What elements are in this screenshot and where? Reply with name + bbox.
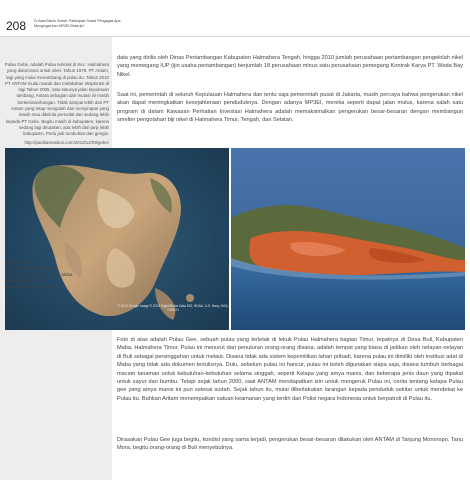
running-header-line2: Mengingat kan MP3EI Bekerja? (34, 24, 85, 28)
sidebar-source-link[interactable]: http://pasibarnaskun.com/2013/12/09/gebe/ (24, 140, 109, 145)
figure-caption (6, 260, 106, 290)
caption-line: Kiri: Citra satelit Pulau Gee (6, 266, 57, 271)
island-photo (231, 148, 465, 330)
caption-line: Halmahera Timur. (6, 278, 40, 283)
island-photo-graphic (231, 148, 465, 330)
page-number: 208 (6, 19, 27, 33)
caption-line: Kanan: Pulau Gee, Buli, Kab. Maba, (6, 272, 74, 277)
satellite-photo-graphic (5, 148, 229, 330)
body-paragraph-4: Dirasakan Pulau Gee juga begitu, kondisi yang sama terjadi, pengerukan besar-besaran dilakukan oleh ANTAM di Tanjung Moronopo. Tanu Mora, begitu orang-orang di Buli menyebutnya. (117, 437, 463, 452)
intro-paragraph: data yang dirilis oleh Dinas Pertambangan Kabupaten Halmahera Tengah, hingga 2010 jumlah perusahaan pertambangan pengelolah nikel yang memegang IUP (ijin usaha pertambangan) berjumlah 18 perusahaan minus satu perusahaan pemegang Kontrak Karya PT. Weda Bay Nikel. (117, 55, 463, 78)
body-paragraph-2: Saat ini, pemerintah di seluruh Kepulauan Halmahera dan tentu saja pemerintah pusat di Jakarta, masih percaya bahwa pengerukan nikel akan dapat meningkatkan kesejahteraan penduduknya. Dengan adanya MP3EI, mereka seperti dapat jalan mulus, karena salah satu program di dalam Kawasan Perhatian Investasi Halmahera adalah memaksimalkan pengerukan besar-besaran dengan membangun smelter pengolahan biji nikel di Halmahera Timur, Tengah, dan Selatan. (117, 92, 463, 124)
satellite-photo (5, 148, 229, 330)
sidebar-note: Pulau Gebe, adalah Pulau terletak di Kec. Halmahera yang didominasi untuk nikel. Tahun 1979, PT Antam, lagi yang mulai menambang di pulau itu. Tahun 2010 PT ANTAM mulai masuk dan melakukan eksplorasi di lagi Tahun 2005, satu-satunya jalan kepulauan tambang, Antara sebagian dari mutasi ini masih berkesinambungan. Tidak sampai lebih dari PT Antam yang tetap mengolah dan menyimpan yang masih mau dikelola pemodal dan sedang lebih kepada PT Gebe. Begitu masih di kabupaten, karena sedang lagi dirutakan, ada lebih dari janji lebih kabupaten. Perlu jadi tumbuhan dan gengis. (4, 62, 109, 137)
caption-source: Sumber: Dok. WALHI Malut (6, 284, 58, 289)
caption-title: Gambar 3: (6, 260, 26, 265)
running-header-line1: Di Atas Bisnis Sosial: Partisipasi Sosial Pengagas Apa (34, 19, 121, 23)
body-paragraph-3: Foto di atas adalah Pulau Gee, sebuah pulau yang terletak di lekuk Pulau Halmahera bagian Timur, tepatnya di Desa Buli, Kabupaten Maba, Halmahera Timur. Pulau ini menurut dari penuturan orang-orang disana, adalah tempat yang biasa di jadikan oleh nelayan-nelayan di Buli sebagai persinggahan untuk melaut. Disana tidak ada sistem kepemilikan lahan pribadi, karena pulau ini dimiliki oleh institusi adat di Maba yang tidak ada dokumen tertulisnya. Dulu, sebelum pulau ini hancur, pulau ini boleh digunakan siapa saja, disana tumbuh berbagai macam tanaman untuk kebutuhan-kebutuhan selama singgah, seperti Kelapa yang amya manis, dan beberapa jenis daun yang dipakai untuk sayur dan bumbu. Tetapi sejak tahun 2000, saat ANTAM mendapatkan izin untuk mengeruk Pulau ini, cerita tentang kelapa Pulau gee yang amya manis ini pun selesai sudah. Sejak tahun itu, mulai diberlakukan larangan kepada penduduk sekitar untuk mendekat ke Pulau itu. Bahkan Aritam menempatkan satuan keamanan yang terdiri dari Polisi negara Indonesia untuk berpatroli di Pulau itu. (117, 337, 463, 402)
satellite-credit: © 2013 Google Image © 2013 DigitalGlobe Data SIO, NOAA, U.S. Navy, NGA, GEBCO (117, 304, 229, 312)
